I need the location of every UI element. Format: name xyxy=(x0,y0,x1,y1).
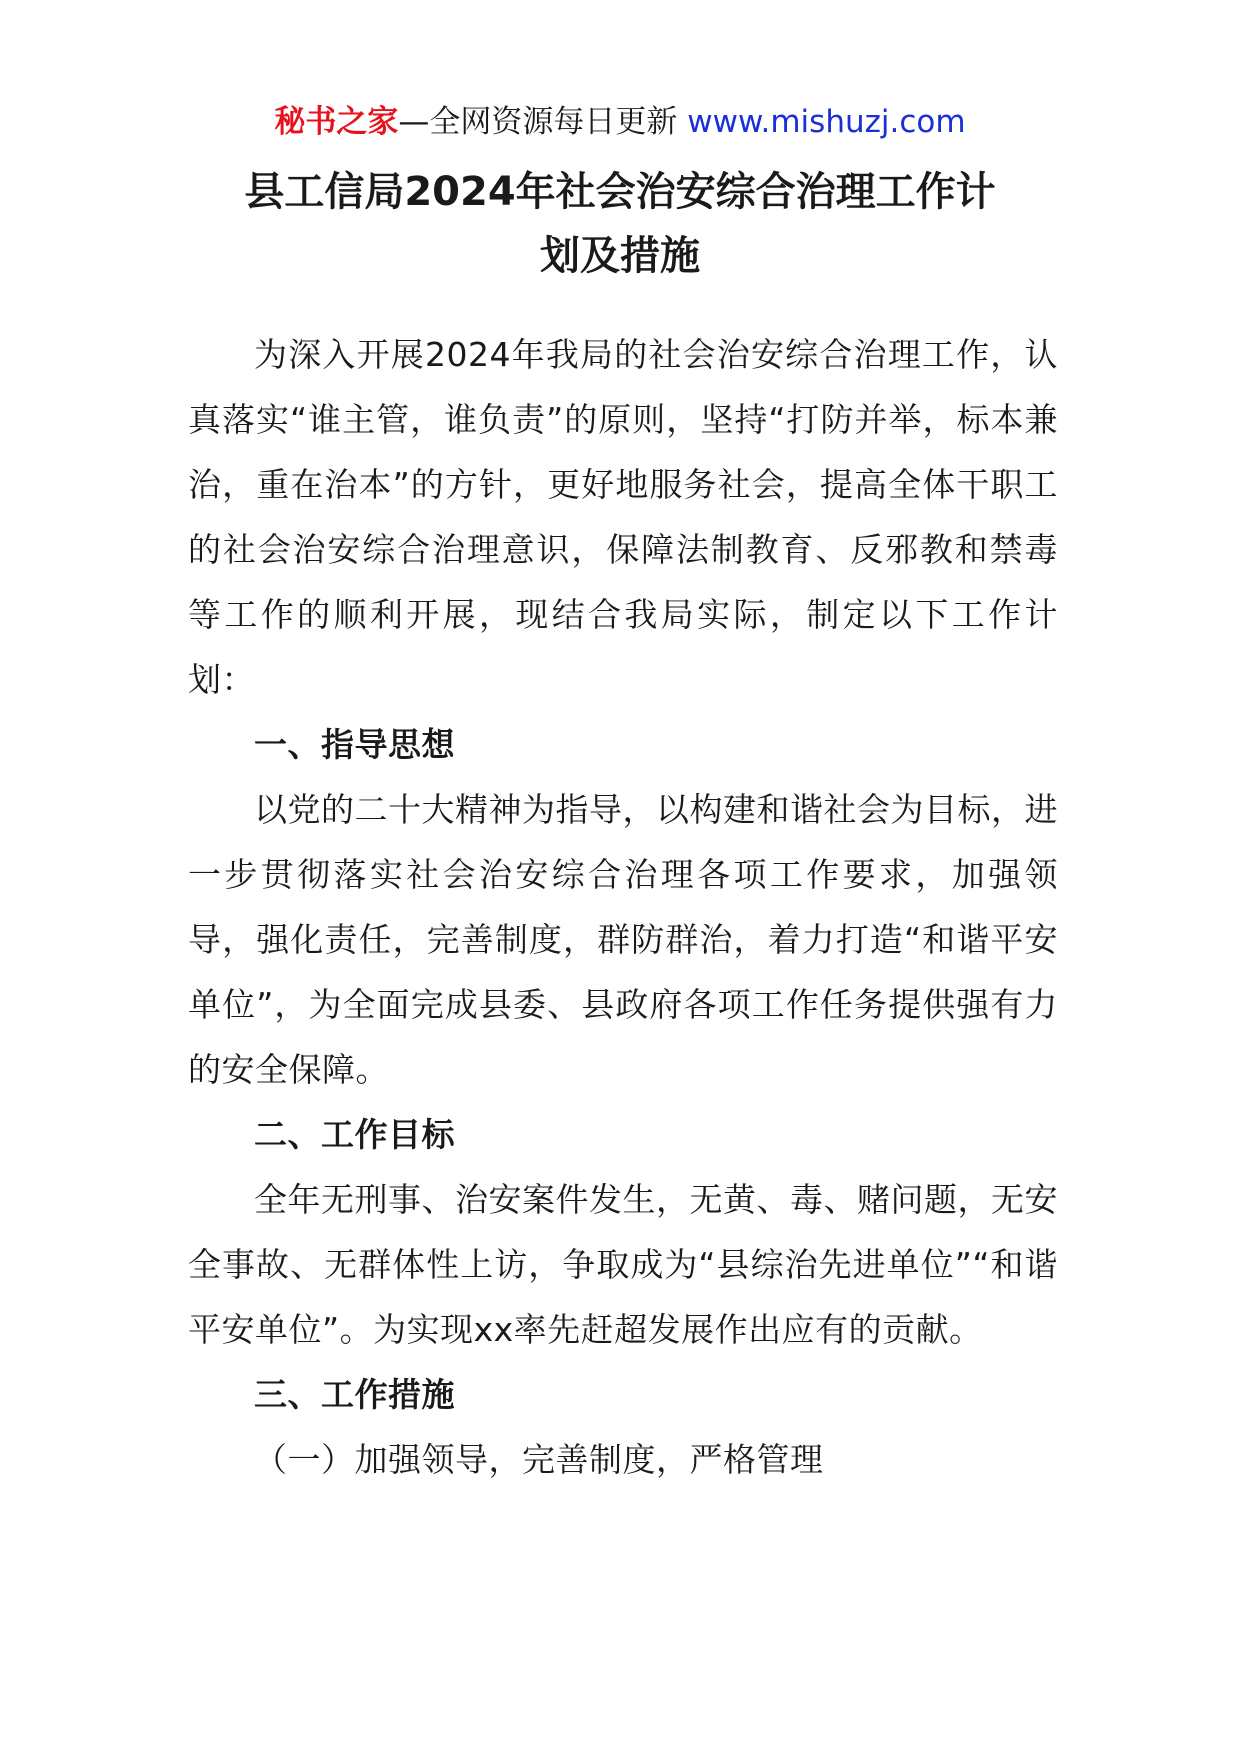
section-text-guiding-thought: 以党的二十大精神为指导，以构建和谐社会为目标，进一步贯彻落实社会治安综合治理各项工作要求，加强领导，强化责任，完善制度，群防群治，着力打造“和谐平安单位”，为全面完成县委、县政府各项工作任务提供强有力的安全保障。 xyxy=(188,790,1058,1089)
document-title: 县工信局2024年社会治安综合治理工作计划及措施 xyxy=(244,169,996,279)
section-text-work-goals: 全年无刑事、治安案件发生，无黄、毒、赌问题，无安全事故、无群体性上访，争取成为“县综治先进单位”“和谐平安单位”。为实现xx率先赶超发展作出应有的贡献。 xyxy=(188,1180,1058,1349)
subsection-heading-leadership: （一）加强领导，完善制度，严格管理 xyxy=(254,1440,824,1479)
banner-slogan: —全网资源每日更新 xyxy=(398,104,678,140)
document-body xyxy=(188,322,1058,1492)
section-heading-guiding-thought: 一、指导思想 xyxy=(254,725,455,764)
site-banner xyxy=(0,100,1240,144)
site-link[interactable]: www.mishuzj.com xyxy=(687,104,966,140)
brand-name: 秘书之家 xyxy=(274,104,399,140)
section-heading-work-measures: 三、工作措施 xyxy=(254,1375,455,1414)
intro-paragraph: 为深入开展2024年我局的社会治安综合治理工作，认真落实“谁主管，谁负责”的原则，坚持“打防并举，标本兼治，重在治本”的方针，更好地服务社会，提高全体干职工的社会治安综合治理意识，保障法制教育、反邪教和禁毒等工作的顺利开展，现结合我局实际，制定以下工作计划： xyxy=(188,335,1058,699)
section-heading-work-goals: 二、工作目标 xyxy=(254,1115,455,1154)
